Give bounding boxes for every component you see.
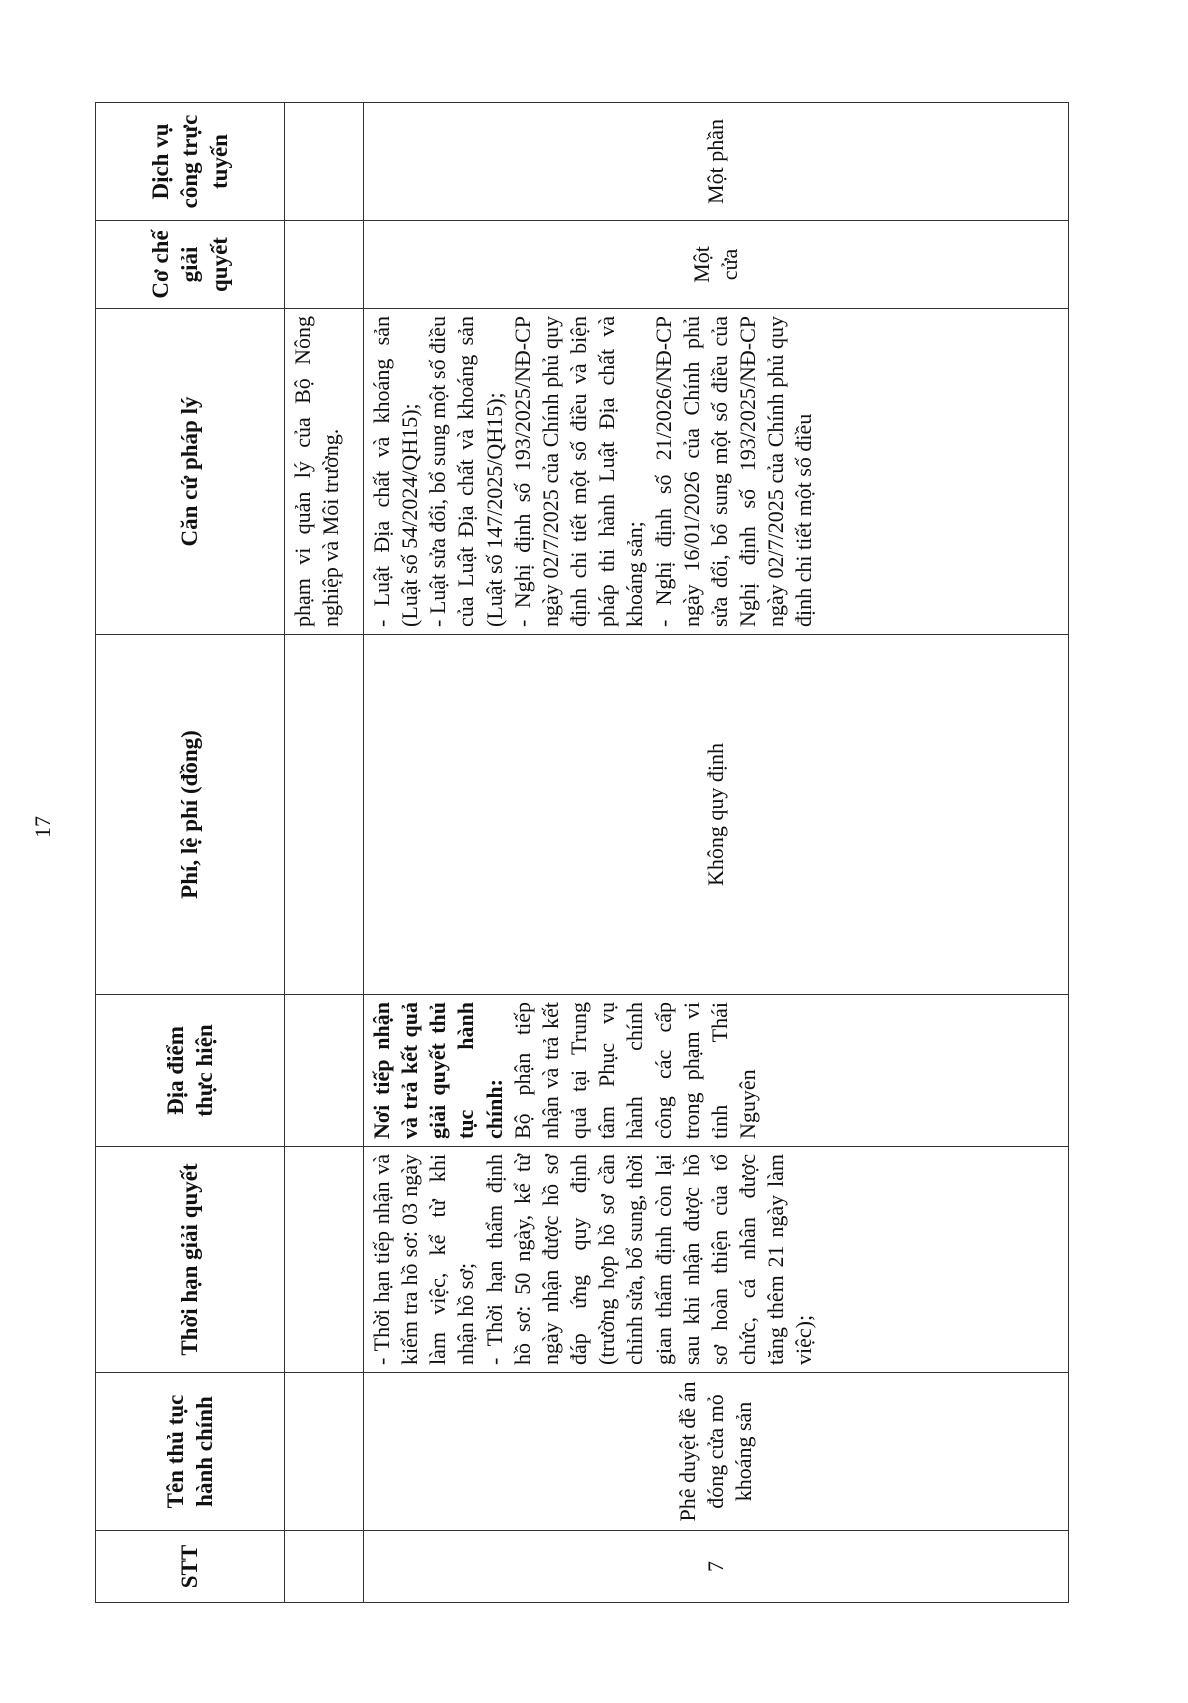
header-stt: STT	[96, 1531, 285, 1603]
header-row	[96, 103, 285, 1603]
processing-time-line: - Thời hạn thẩm định hồ sơ: 50 ngày, kể từ ngày nhận được hồ sơ đáp ứng quy định (trường hợp hồ sơ cần chỉnh sửa, bổ sung, thời gian thẩm định còn lại sau khi nhận được hồ sơ hoàn thiện của tổ chức, cá nhân được tăng thêm 21 ngày làm việc);	[481, 1154, 817, 1365]
legal-basis-item: - Nghị định số 21/2026/NĐ-CP ngày 16/01/2026 của Chính phủ sửa đổi, bổ sung một số điều của Nghị định số 193/2025/NĐ-CP ngày 02/7/2025 của Chính phủ quy định chi tiết một số điều	[650, 316, 817, 627]
procedure-table	[95, 102, 1069, 1603]
row-fee: Không quy định	[364, 635, 1069, 995]
legal-basis-item: - Luật Địa chất và khoáng sản (Luật số 54/2024/QH15);	[369, 316, 423, 627]
row-mechanism: Một cửa	[364, 221, 1069, 309]
rotated-page	[95, 103, 1075, 1603]
legal-basis-item: - Nghị định số 193/2025/NĐ-CP ngày 02/7/2025 của Chính phủ quy định chi tiết một số điều và biện pháp thi hành Luật Địa chất và khoáng sản;	[509, 316, 648, 627]
continued-legal-basis: phạm vi quản lý của Bộ Nông nghiệp và Môi trường.	[285, 309, 364, 635]
header-processing-time: Thời hạn giải quyết	[96, 1147, 285, 1373]
row-procedure-name: Phê duyệt đề án đóng cửa mỏ khoáng sản	[364, 1373, 1069, 1531]
header-mechanism: Cơ chế giải quyết	[96, 221, 285, 309]
header-legal-basis: Căn cứ pháp lý	[96, 309, 285, 635]
header-procedure-name: Tên thủ tục hành chính	[96, 1373, 285, 1531]
row-stt: 7	[364, 1531, 1069, 1603]
table-row	[364, 103, 1069, 1603]
page-number: 17	[30, 816, 55, 838]
continued-row	[285, 103, 364, 1603]
row-processing-time	[364, 1147, 1069, 1373]
legal-basis-item: - Luật sửa đổi, bổ sung một số điều của Luật Địa chất và khoáng sản (Luật số 147/2025/QH15);	[425, 316, 507, 627]
header-online-service: Dịch vụ công trực tuyến	[96, 103, 285, 221]
location-title: Nơi tiếp nhận và trả kết quả giải quyết thủ tục hành chính:	[369, 1002, 507, 1139]
row-legal-basis	[364, 309, 1069, 635]
row-online-service: Một phần	[364, 103, 1069, 221]
header-location: Địa điểm thực hiện	[96, 995, 285, 1147]
processing-time-line: - Thời hạn tiếp nhận và kiểm tra hồ sơ: 03 ngày làm việc, kể từ khi nhận hồ sơ;	[369, 1154, 479, 1365]
location-body: Bộ phận tiếp nhận và trả kết quả tại Trung tâm Phục vụ hành chính công các cấp trong phạm vi tỉnh Thái Nguyên	[509, 1002, 761, 1139]
row-location	[364, 995, 1069, 1147]
header-fee: Phí, lệ phí (đồng)	[96, 635, 285, 995]
